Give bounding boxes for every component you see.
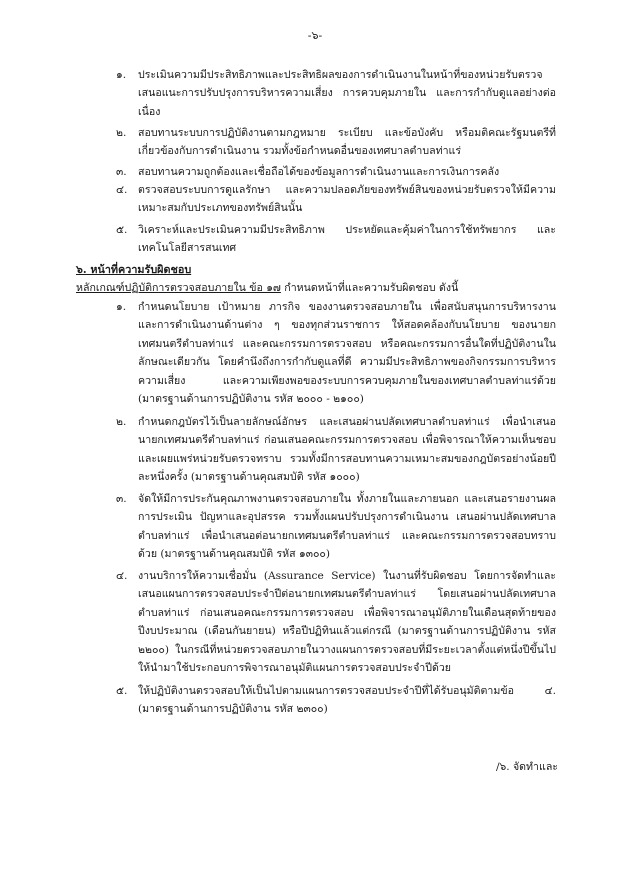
section-heading: ๖. หน้าที่ความรับผิดชอบ [76,263,192,276]
list-number: ๑. [116,301,127,313]
list-number: ๒. [116,127,127,139]
continuation-note: /๖. จัดทำและ [495,761,558,773]
intro-text: กำหนดหน้าที่และความรับผิดชอบ ดังนี้ [280,282,459,294]
list-number: ๒. [116,416,127,428]
section-intro [76,279,458,296]
list-number: ๕. [116,685,128,697]
list-number: ๓. [116,166,127,178]
list-number: ๕. [116,224,128,236]
list-number: ๓. [116,493,127,505]
list-number: ๑. [116,69,127,81]
list-number: ๔. [116,184,128,196]
list-text: งานบริการให้ความเชื่อมั่น (Assurance Service) ในงานที่รับผิดชอบ โดยการจัดทำและเสนอแผนการตรวจสอบประจำปีต่อนายกเทศมนตรีตำบลท่าแร่ โดยเสนอผ่านปลัดเทศบาล ตำบลท่าแร่ ก่อนเสนอคณะกรรมการตรวจสอบ เพื่อพิจารณาอนุมัติภายในเดือนสุดท้ายของปีงบประมาณ (เดือนกันยายน) หรือปีปฏิทินแล้วแต่กรณี (มาตรฐานด้านการปฏิบัติงาน รหัส ๒๒๐๐) ในกรณีที่หน่วยตรวจสอบภายในวางแผนการตรวจสอบที่มีระยะเวลาตั้งแต่หนึ่งปีขึ้นไป ให้นำมาใช้ประกอบการพิจารณาอนุมัติแผนการตรวจสอบประจำปีด้วย [138,570,556,675]
list-number: ๔. [116,570,128,582]
intro-underlined: หลักเกณฑ์ปฏิบัติการตรวจสอบภายใน ข้อ ๑๗ [76,282,281,294]
list-text: สอบทานความถูกต้องและเชื่อถือได้ของข้อมูลการดำเนินงานและการเงินการคลัง [138,166,500,178]
list-text: กำหนดนโยบาย เป้าหมาย ภารกิจ ของงานตรวจสอบภายใน เพื่อสนับสนุนการบริหารงาน และการดำเนินงานด้านต่าง ๆ ของทุกส่วนราชการ ให้สอดคล้องกับนโยบาย ของนายกเทศมนตรีตำบลท่าแร่ และคณะกรรมการตรวจสอบ หรือคณะกรรมการอื่นใดที่ปฏิบัติงานในลักษณะเดียวกัน โดยคำนึงถึงการกำกับดูแลที่ดี ความมีประสิทธิภาพของกิจกรรมการบริหารความเสี่ยง และความเพียงพอของระบบการควบคุมภายในของเทศบาลตำบลท่าแร่ด้วย (มาตรฐานด้านการปฏิบัติงาน รหัส ๒๐๐๐ - ๒๑๐๐) [138,301,556,406]
list-text: กำหนดกฎบัตรไว้เป็นลายลักษณ์อักษร และเสนอผ่านปลัดเทศบาลตำบลท่าแร่ เพื่อนำเสนอนายกเทศมนตรีตำบลท่าแร่ ก่อนเสนอคณะกรรมการตรวจสอบ เพื่อพิจารณาให้ความเห็นชอบ และเผยแพร่หน่วยรับตรวจทราบ รวมทั้งมีการสอบทานความเหมาะสมของกฎบัตรอย่างน้อยปีละหนึ่งครั้ง (มาตรฐานด้านคุณสมบัติ รหัส ๑๐๐๐) [138,416,556,484]
list-text: จัดให้มีการประกันคุณภาพงานตรวจสอบภายใน ทั้งภายในและภายนอก และเสนอรายงานผลการประเมิน ปัญหาและอุปสรรค รวมทั้งแผนปรับปรุงการดำเนินงาน เสนอผ่านปลัดเทศบาลตำบลท่าแร่ เพื่อนำเสนอต่อนายกเทศมนตรีตำบลท่าแร่ และคณะกรรมการตรวจสอบทราบด้วย (มาตรฐานด้านคุณสมบัติ รหัส ๑๓๐๐) [138,493,556,561]
list-text: สอบทานระบบการปฏิบัติงานตามกฎหมาย ระเบียบ และข้อบังคับ หรือมติคณะรัฐมนตรีที่เกี่ยวข้องกับการดำเนินงาน รวมทั้งข้อกำหนดอื่นของเทศบาลตำบลท่าแร่ [138,127,556,158]
list-text: วิเคราะห์และประเมินความมีประสิทธิภาพ ประหยัดและคุ้มค่าในการใช้ทรัพยากร และเทคโนโลยีสารสนเทศ [138,224,556,255]
list-text: ประเมินความมีประสิทธิภาพและประสิทธิผลของการดำเนินงานในหน้าที่ของหน่วยรับตรวจ เสนอแนะการปรับปรุงการบริหารความเสี่ยง การควบคุมภายใน และการกำกับดูแลอย่างต่อเนื่อง [138,69,556,118]
list-text: ตรวจสอบระบบการดูแลรักษา และความปลอดภัยของทรัพย์สินของหน่วยรับตรวจให้มีความเหมาะสมกับประเภทของทรัพย์สินนั้น [138,184,556,215]
page-number: -๖- [307,29,323,42]
list-text: ให้ปฏิบัติงานตรวจสอบให้เป็นไปตามแผนการตรวจสอบประจำปีที่ได้รับอนุมัติตามข้อ ๔. (มาตรฐานด้านการปฏิบัติงาน รหัส ๒๓๐๐) [138,685,556,716]
